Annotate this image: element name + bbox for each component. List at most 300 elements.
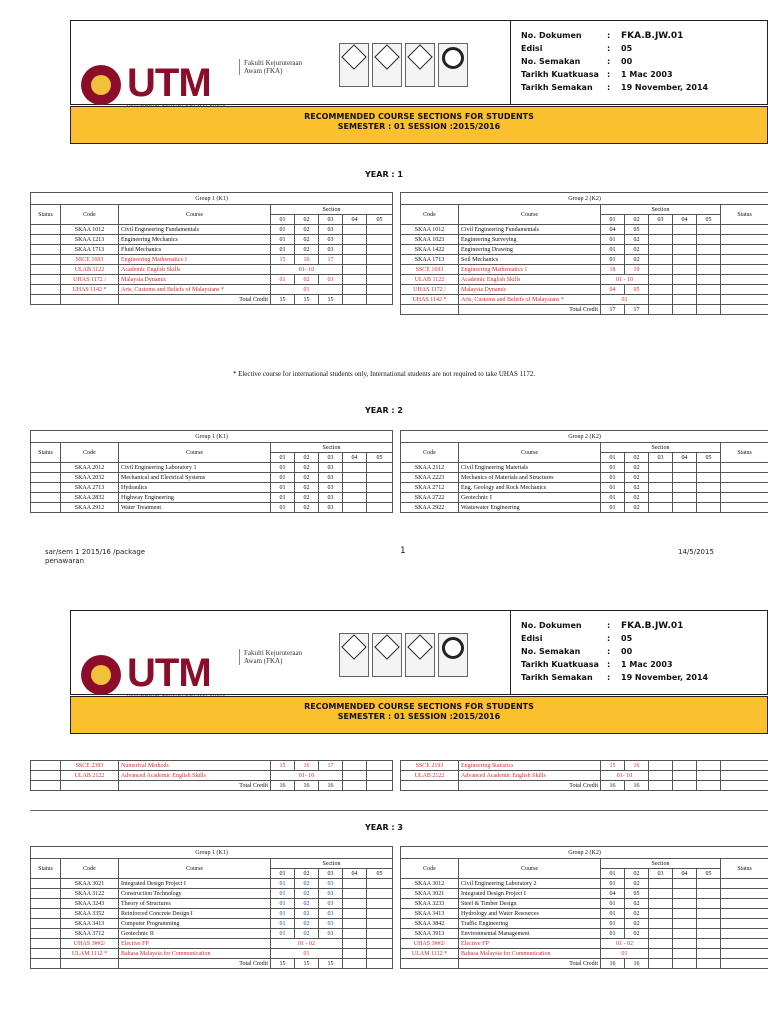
section-cell xyxy=(673,771,697,781)
meta-colon: : xyxy=(607,83,611,92)
code-cell: SKAA 3012 xyxy=(401,879,459,889)
section-cell xyxy=(343,275,367,285)
year2-group1-continued-table xyxy=(30,760,393,791)
year1-group2-table xyxy=(400,192,768,315)
section-cell xyxy=(649,909,673,919)
year-3-heading: YEAR : 3 xyxy=(365,823,403,832)
course-header: Course xyxy=(459,859,601,879)
section-cell: 01 xyxy=(271,889,295,899)
section-cell xyxy=(649,225,673,235)
header-row xyxy=(31,205,393,215)
code-header: Code xyxy=(401,443,459,463)
section-cell: 02 xyxy=(295,899,319,909)
section-number-header: 01 xyxy=(601,453,625,463)
section-cell: 02 xyxy=(295,889,319,899)
section-cell xyxy=(367,473,393,483)
total-credit-cell: 15 xyxy=(295,295,319,305)
section-cell xyxy=(673,899,697,909)
meta-value: 19 November, 2014 xyxy=(621,83,709,92)
table-row xyxy=(31,949,393,959)
section-cell: 02 xyxy=(295,463,319,473)
section-number-header: 01 xyxy=(601,215,625,225)
section-cell xyxy=(649,899,673,909)
total-credit-cell xyxy=(649,781,673,791)
section-cell: 01 xyxy=(601,245,625,255)
table-row xyxy=(401,295,768,305)
table-row xyxy=(31,771,393,781)
status-cell xyxy=(721,909,768,919)
table-row xyxy=(401,899,768,909)
section-cell xyxy=(367,879,393,889)
section-cell xyxy=(367,929,393,939)
total-credit-cell: 16 xyxy=(601,959,625,969)
table-row xyxy=(31,275,393,285)
section-cell xyxy=(673,473,697,483)
total-credit-cell: 16 xyxy=(271,781,295,791)
section-cell: 01 xyxy=(271,245,295,255)
code-cell: UHAS 3##2/ xyxy=(401,939,459,949)
course-cell: Engineering Drawing xyxy=(459,245,601,255)
header-row xyxy=(401,847,768,859)
code-cell: SSCE 1693 xyxy=(61,255,119,265)
table-row xyxy=(401,483,768,493)
section-cell xyxy=(697,771,721,781)
table-row xyxy=(401,493,768,503)
section-range-cell: 01 xyxy=(601,295,649,305)
code-cell: SKAA 1422 xyxy=(401,245,459,255)
table-row xyxy=(401,919,768,929)
total-credit-cell xyxy=(343,781,367,791)
section-cell xyxy=(343,899,367,909)
section-cell: 02 xyxy=(625,245,649,255)
section-cell: 01 xyxy=(271,909,295,919)
code-cell xyxy=(401,959,459,969)
total-credit-label: Total Credit xyxy=(119,295,271,305)
section-cell: 03 xyxy=(319,483,343,493)
iqnet-cert-icon xyxy=(438,633,468,677)
group-title: Group 2 (K2) xyxy=(401,847,768,859)
meta-key: Edisi xyxy=(521,634,543,643)
total-credit-cell xyxy=(697,305,721,315)
section-cell xyxy=(343,255,367,265)
meta-key: Tarikh Semakan xyxy=(521,673,593,682)
section-number-header: 03 xyxy=(319,869,343,879)
certification-logos xyxy=(339,43,469,95)
status-cell xyxy=(721,275,768,285)
document-meta-panel xyxy=(510,610,768,695)
course-cell: Mechanical and Electrical Systems xyxy=(119,473,271,483)
total-credit-cell xyxy=(343,959,367,969)
total-credit-label: Total Credit xyxy=(459,305,601,315)
status-cell xyxy=(31,919,61,929)
meta-key: No. Dokumen xyxy=(521,31,582,40)
course-cell: Academic English Skills xyxy=(459,275,601,285)
section-cell xyxy=(343,939,367,949)
section-cell xyxy=(673,255,697,265)
code-header: Code xyxy=(61,205,119,225)
section-number-header: 01 xyxy=(271,215,295,225)
section-cell: 05 xyxy=(625,889,649,899)
section-cell xyxy=(673,761,697,771)
year1-group1-table xyxy=(30,192,393,305)
course-cell: Numerical Methods xyxy=(119,761,271,771)
header-row xyxy=(31,431,393,443)
section-cell: 01 xyxy=(271,899,295,909)
section-cell xyxy=(343,771,367,781)
table-row xyxy=(31,919,393,929)
section-number-header: 02 xyxy=(625,869,649,879)
document-page-2 xyxy=(0,610,768,1024)
section-cell: 01 xyxy=(601,899,625,909)
section-cell xyxy=(367,483,393,493)
status-cell xyxy=(721,255,768,265)
total-credit-cell xyxy=(343,295,367,305)
year-1-heading: YEAR : 1 xyxy=(365,170,403,179)
status-cell xyxy=(31,959,61,969)
section-cell: 01 xyxy=(271,275,295,285)
section-cell xyxy=(673,235,697,245)
code-cell: SKAA 3021 xyxy=(401,889,459,899)
section-cell xyxy=(649,919,673,929)
section-cell xyxy=(649,463,673,473)
group-title: Group 2 (K2) xyxy=(401,193,768,205)
section-number-header: 04 xyxy=(673,869,697,879)
code-cell: UHAS 1142 * xyxy=(61,285,119,295)
status-cell xyxy=(721,761,768,771)
table-row xyxy=(401,463,768,473)
section-cell xyxy=(343,889,367,899)
section-cell xyxy=(673,285,697,295)
section-range-cell: 01- 10 xyxy=(601,771,649,781)
total-credit-cell: 16 xyxy=(295,781,319,791)
course-cell: Soil Mechanics xyxy=(459,255,601,265)
section-cell: 02 xyxy=(295,235,319,245)
section-cell: 01 xyxy=(601,473,625,483)
meta-key: Edisi xyxy=(521,44,543,53)
section-cell xyxy=(673,265,697,275)
section-number-header: 03 xyxy=(319,215,343,225)
course-cell: Bahasa Malaysia for Communication xyxy=(459,949,601,959)
status-cell xyxy=(721,245,768,255)
section-cell xyxy=(649,265,673,275)
status-cell xyxy=(31,899,61,909)
code-header: Code xyxy=(61,443,119,463)
status-header: Status xyxy=(31,205,61,225)
section-number-header: 02 xyxy=(625,453,649,463)
table-row xyxy=(31,939,393,949)
meta-value: 1 Mac 2003 xyxy=(621,660,673,669)
section-cell: 02 xyxy=(625,463,649,473)
table-row xyxy=(401,949,768,959)
footer-date: 14/5/2015 xyxy=(678,548,714,556)
table-row xyxy=(31,463,393,473)
meta-row xyxy=(521,671,767,684)
section-cell xyxy=(367,275,393,285)
document-meta-panel xyxy=(510,20,768,105)
section-cell: 01 xyxy=(601,909,625,919)
code-cell: SKAA 2722 xyxy=(401,493,459,503)
status-cell xyxy=(31,285,61,295)
section-cell xyxy=(697,899,721,909)
section-cell xyxy=(673,939,697,949)
course-cell: Integrated Design Project I xyxy=(459,889,601,899)
section-cell xyxy=(673,225,697,235)
code-cell: SKAA 3842 xyxy=(401,919,459,929)
meta-colon: : xyxy=(607,634,611,643)
section-cell: 02 xyxy=(295,225,319,235)
section-range-cell: 01 xyxy=(271,285,343,295)
code-cell: SKAA 3243 xyxy=(61,899,119,909)
code-cell: SKAA 3913 xyxy=(401,929,459,939)
section-cell xyxy=(697,939,721,949)
section-number-header: 01 xyxy=(271,869,295,879)
section-number-header: 04 xyxy=(343,215,367,225)
course-cell: Civil Engineering Laboratory 2 xyxy=(459,879,601,889)
footer-page-number: 1 xyxy=(400,546,406,556)
section-number-header: 05 xyxy=(367,215,393,225)
year3-group1-table xyxy=(30,846,393,969)
course-cell: Engineering Surveying xyxy=(459,235,601,245)
course-cell: Engineering Mathematics 1 xyxy=(119,255,271,265)
total-row xyxy=(31,781,393,791)
meta-colon: : xyxy=(607,31,611,40)
course-cell: Integrated Design Project I xyxy=(119,879,271,889)
section-cell: 02 xyxy=(625,483,649,493)
title-line-2: SEMESTER : 01 SESSION :2015/2016 xyxy=(337,122,501,131)
total-credit-cell xyxy=(673,305,697,315)
code-cell: SKAA 2912 xyxy=(61,503,119,513)
header-row xyxy=(401,431,768,443)
header-row xyxy=(31,847,393,859)
table-row xyxy=(401,503,768,513)
section-number-header: 05 xyxy=(697,215,721,225)
title-line-1: RECOMMENDED COURSE SECTIONS FOR STUDENTS xyxy=(304,702,534,711)
section-cell: 16 xyxy=(625,761,649,771)
footer-package-label: sar/sem 1 2015/16 /package penawaran xyxy=(45,548,146,565)
table-row xyxy=(401,939,768,949)
section-cell xyxy=(697,225,721,235)
course-cell: Eng. Geology and Rock Mechanics xyxy=(459,483,601,493)
section-cell: 03 xyxy=(319,493,343,503)
section-number-header: 02 xyxy=(295,869,319,879)
course-cell: Hydrology and Water Resources xyxy=(459,909,601,919)
section-cell xyxy=(343,473,367,483)
faculty-name: Fakulti Kejuruteraan Awam (FKA) xyxy=(239,59,309,75)
total-credit-cell: 16 xyxy=(625,781,649,791)
total-credit-label: Total Credit xyxy=(119,959,271,969)
course-header: Course xyxy=(119,443,271,463)
meta-colon: : xyxy=(607,44,611,53)
section-cell: 03 xyxy=(319,889,343,899)
section-cell xyxy=(367,899,393,909)
status-cell xyxy=(31,761,61,771)
section-cell: 05 xyxy=(625,225,649,235)
section-cell xyxy=(697,483,721,493)
code-cell: SKAA 3413 xyxy=(401,909,459,919)
course-cell: Computer Programming xyxy=(119,919,271,929)
code-cell: SKAA 2012 xyxy=(61,463,119,473)
faculty-name: Fakulti Kejuruteraan Awam (FKA) xyxy=(239,649,309,665)
section-header: Section xyxy=(601,205,721,215)
section-cell xyxy=(649,235,673,245)
meta-row xyxy=(521,632,767,645)
section-cell xyxy=(343,503,367,513)
total-row xyxy=(401,305,768,315)
table-row xyxy=(31,503,393,513)
section-cell xyxy=(649,949,673,959)
code-cell: SKAA 2032 xyxy=(61,473,119,483)
status-cell xyxy=(31,939,61,949)
code-cell xyxy=(401,305,459,315)
course-cell: Engineering Mechanics xyxy=(119,235,271,245)
code-cell: SKAA 1012 xyxy=(61,225,119,235)
status-cell xyxy=(31,781,61,791)
table-row xyxy=(31,761,393,771)
code-cell: UHAS 3##2/ xyxy=(61,939,119,949)
title-banner xyxy=(70,106,768,144)
section-range-cell: 01 xyxy=(271,949,343,959)
iso-cert-icon xyxy=(405,633,435,677)
meta-value: 00 xyxy=(621,57,633,66)
section-cell: 02 xyxy=(295,909,319,919)
meta-row xyxy=(521,81,767,94)
section-cell xyxy=(343,285,367,295)
section-cell xyxy=(697,919,721,929)
divider-line xyxy=(30,810,768,811)
total-credit-cell: 16 xyxy=(601,781,625,791)
section-cell: 05 xyxy=(625,285,649,295)
section-cell: 02 xyxy=(295,473,319,483)
table-row xyxy=(401,285,768,295)
course-cell: Fluid Mechanics xyxy=(119,245,271,255)
code-cell: ULAB 2122 xyxy=(61,771,119,781)
meta-colon: : xyxy=(607,621,611,630)
meta-row xyxy=(521,619,767,632)
status-cell xyxy=(31,493,61,503)
course-cell: Civil Engineering Materials xyxy=(459,463,601,473)
section-number-header: 05 xyxy=(697,869,721,879)
section-cell xyxy=(367,909,393,919)
code-cell: SSCE 2193 xyxy=(401,761,459,771)
section-cell: 02 xyxy=(625,473,649,483)
section-cell xyxy=(697,463,721,473)
header-logo-panel xyxy=(70,20,510,105)
section-number-header: 05 xyxy=(367,453,393,463)
year3-group2-table xyxy=(400,846,768,969)
course-cell: Civil Engineering Laboratory 1 xyxy=(119,463,271,473)
total-credit-cell xyxy=(367,781,393,791)
section-cell xyxy=(367,255,393,265)
section-cell xyxy=(367,463,393,473)
meta-key: Tarikh Semakan xyxy=(521,83,593,92)
section-cell xyxy=(367,225,393,235)
section-cell: 03 xyxy=(319,275,343,285)
section-header: Section xyxy=(271,443,393,453)
section-number-header: 03 xyxy=(649,453,673,463)
section-cell xyxy=(367,761,393,771)
course-cell: Elective FP xyxy=(119,939,271,949)
total-credit-label: Total Credit xyxy=(119,781,271,791)
meta-row xyxy=(521,658,767,671)
status-cell xyxy=(721,493,768,503)
course-cell: Water Treatment xyxy=(119,503,271,513)
code-cell: SKAA 1713 xyxy=(61,245,119,255)
section-cell xyxy=(343,909,367,919)
section-cell xyxy=(673,493,697,503)
section-cell: 01 xyxy=(601,235,625,245)
status-cell xyxy=(721,879,768,889)
section-cell xyxy=(697,889,721,899)
section-cell: 02 xyxy=(295,879,319,889)
section-cell xyxy=(367,939,393,949)
section-cell xyxy=(649,285,673,295)
section-cell: 03 xyxy=(319,503,343,513)
course-cell: Civil Engineering Fundamentals xyxy=(459,225,601,235)
code-cell: ULAB 1122 xyxy=(61,265,119,275)
section-number-header: 02 xyxy=(625,215,649,225)
section-cell xyxy=(649,275,673,285)
section-cell: 16 xyxy=(295,761,319,771)
section-cell: 02 xyxy=(625,503,649,513)
status-cell xyxy=(721,919,768,929)
meta-value: 1 Mac 2003 xyxy=(621,70,673,79)
iqnet-cert-icon xyxy=(438,43,468,87)
course-header: Course xyxy=(119,859,271,879)
code-cell: SSCE 2393 xyxy=(61,761,119,771)
section-cell: 04 xyxy=(601,225,625,235)
status-cell xyxy=(721,483,768,493)
table-row xyxy=(401,761,768,771)
meta-colon: : xyxy=(607,70,611,79)
status-cell xyxy=(31,463,61,473)
section-cell: 02 xyxy=(625,929,649,939)
total-row xyxy=(31,295,393,305)
course-cell: Advanced Academic English Skills xyxy=(119,771,271,781)
section-cell xyxy=(673,503,697,513)
header-row xyxy=(31,443,393,453)
table-row xyxy=(401,889,768,899)
table-row xyxy=(401,225,768,235)
section-cell: 03 xyxy=(319,929,343,939)
group-title: Group 1 (K1) xyxy=(31,431,393,443)
section-cell xyxy=(649,245,673,255)
section-cell xyxy=(343,235,367,245)
section-cell xyxy=(697,245,721,255)
code-cell: ULAB 2122 xyxy=(401,771,459,781)
quality-cert-icon xyxy=(339,43,369,87)
header-row xyxy=(401,443,768,453)
course-cell: Theory of Structures xyxy=(119,899,271,909)
section-cell xyxy=(673,909,697,919)
section-number-header: 02 xyxy=(295,215,319,225)
section-cell: 01 xyxy=(601,879,625,889)
meta-row xyxy=(521,42,767,55)
total-credit-cell xyxy=(367,959,393,969)
section-cell xyxy=(673,889,697,899)
total-row xyxy=(31,959,393,969)
section-number-header: 03 xyxy=(649,869,673,879)
status-cell xyxy=(721,503,768,513)
code-cell: SKAA 3352 xyxy=(61,909,119,919)
course-cell: Environmental Management xyxy=(459,929,601,939)
status-cell xyxy=(31,265,61,275)
year2-group1-table xyxy=(30,430,393,513)
course-cell: Traffic Engineering xyxy=(459,919,601,929)
total-credit-cell xyxy=(367,295,393,305)
course-cell: Elective FP xyxy=(459,939,601,949)
code-cell xyxy=(61,295,119,305)
section-cell: 03 xyxy=(319,245,343,255)
